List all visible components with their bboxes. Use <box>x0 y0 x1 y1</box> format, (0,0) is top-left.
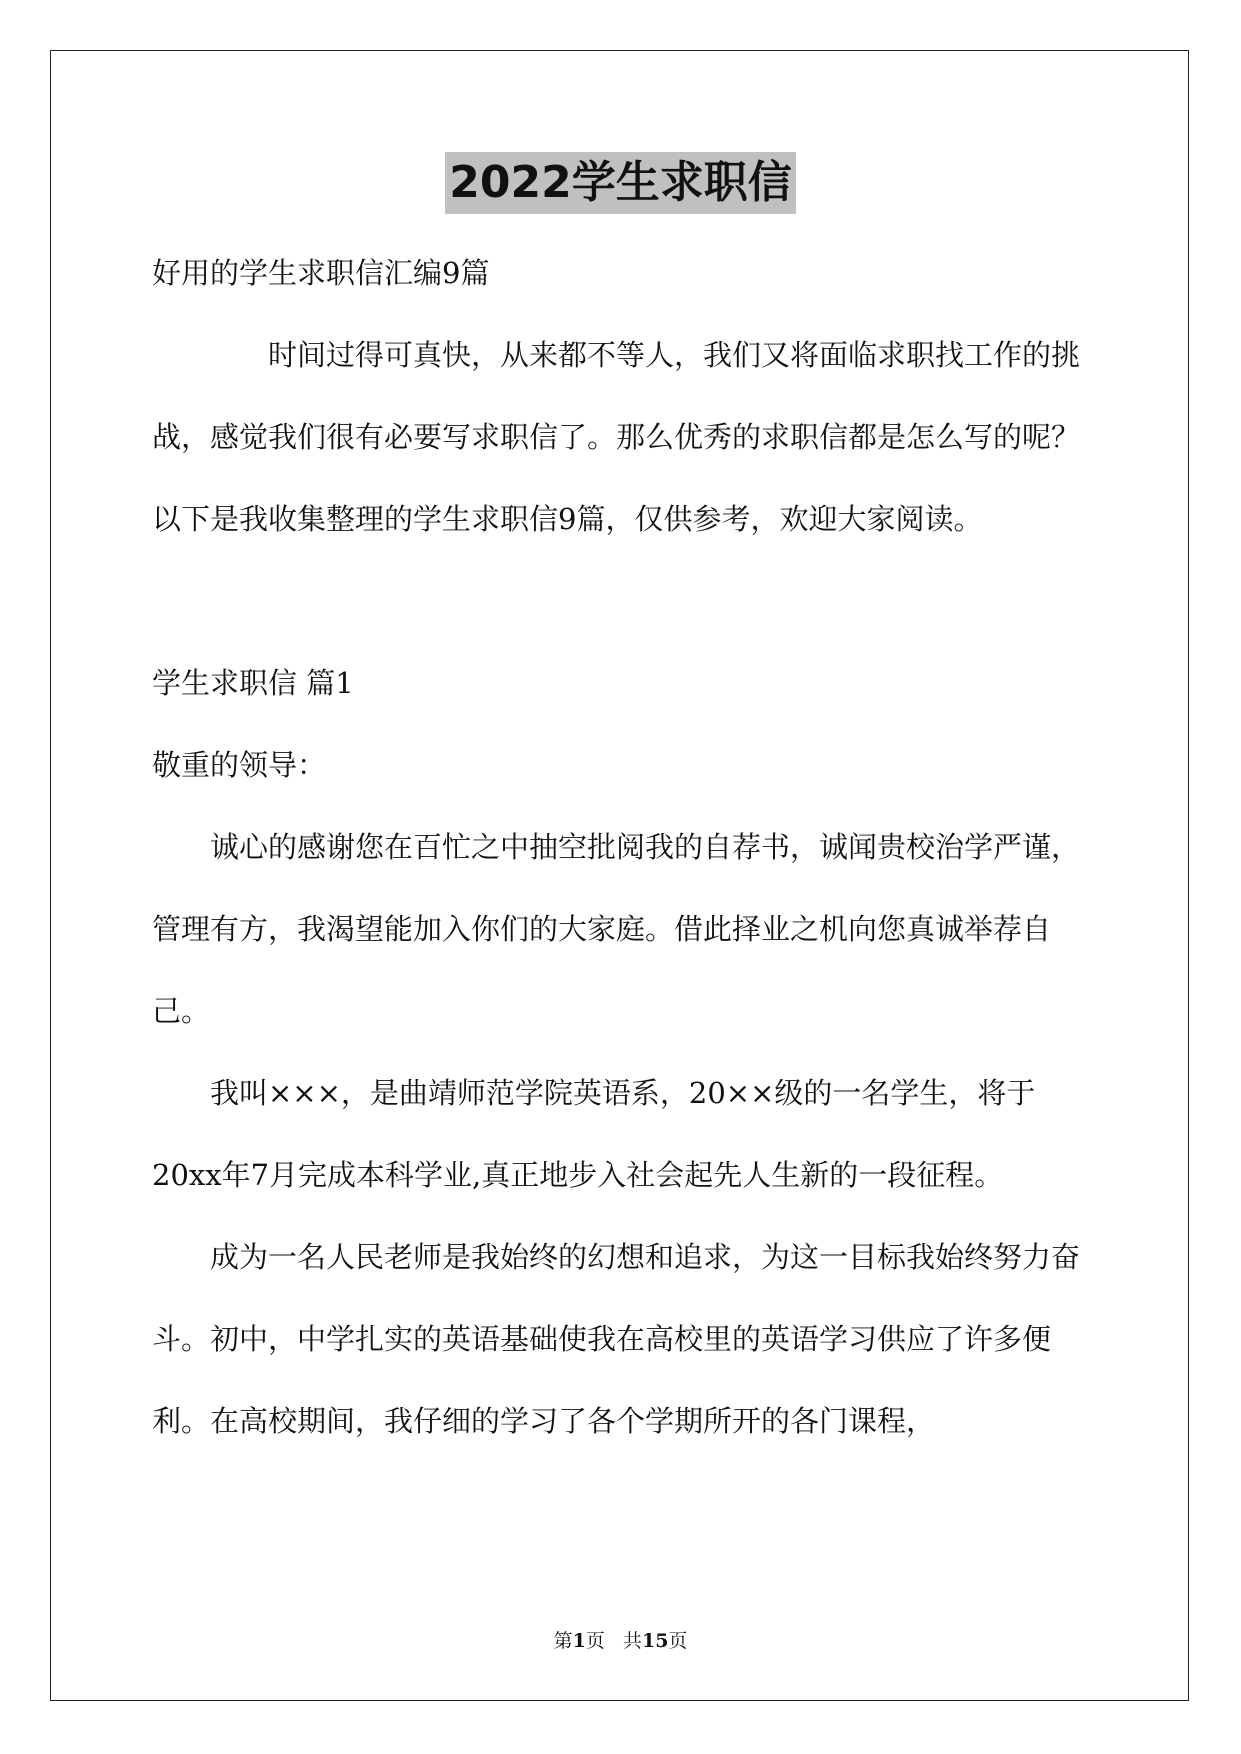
page-number: 1 <box>572 1630 586 1652</box>
total-pages: 15 <box>641 1630 669 1652</box>
total-suffix: 页 <box>668 1630 688 1652</box>
title-container <box>0 152 1241 214</box>
document-body <box>152 232 1092 1462</box>
page-footer <box>0 1628 1241 1654</box>
section-heading: 学生求职信 篇1 <box>152 666 354 700</box>
document-subtitle: 好用的学生求职信汇编9篇 <box>152 256 490 290</box>
intro-paragraph: 时间过得可真快，从来都不等人，我们又将面临求职找工作的挑战，感觉我们很有必要写求职信了。那么优秀的求职信都是怎么写的呢？以下是我收集整理的学生求职信9篇，仅供参考，欢迎大家阅读。 <box>152 338 1081 536</box>
page-suffix: 页 <box>585 1630 605 1652</box>
body-paragraph-3: 成为一名人民老师是我始终的幻想和追求，为这一目标我始终努力奋斗。初中，中学扎实的英语基础使我在高校里的英语学习供应了许多便利。在高校期间，我仔细的学习了各个学期所开的各门课程， <box>152 1240 1081 1438</box>
salutation: 敬重的领导： <box>152 748 327 782</box>
document-title: 2022学生求职信 <box>445 152 795 214</box>
page-prefix: 第 <box>553 1630 573 1652</box>
total-prefix: 共 <box>622 1630 642 1652</box>
body-paragraph-2: 我叫×××，是曲靖师范学院英语系，20××级的一名学生，将于20xx年7月完成本科学业,真正地步入社会起先人生新的一段征程。 <box>152 1076 1036 1192</box>
spacer <box>152 560 1092 642</box>
body-paragraph-1: 诚心的感谢您在百忙之中抽空批阅我的自荐书，诚闻贵校治学严谨，管理有方，我渴望能加入你们的大家庭。借此择业之机向您真诚举荐自己。 <box>152 830 1081 1028</box>
